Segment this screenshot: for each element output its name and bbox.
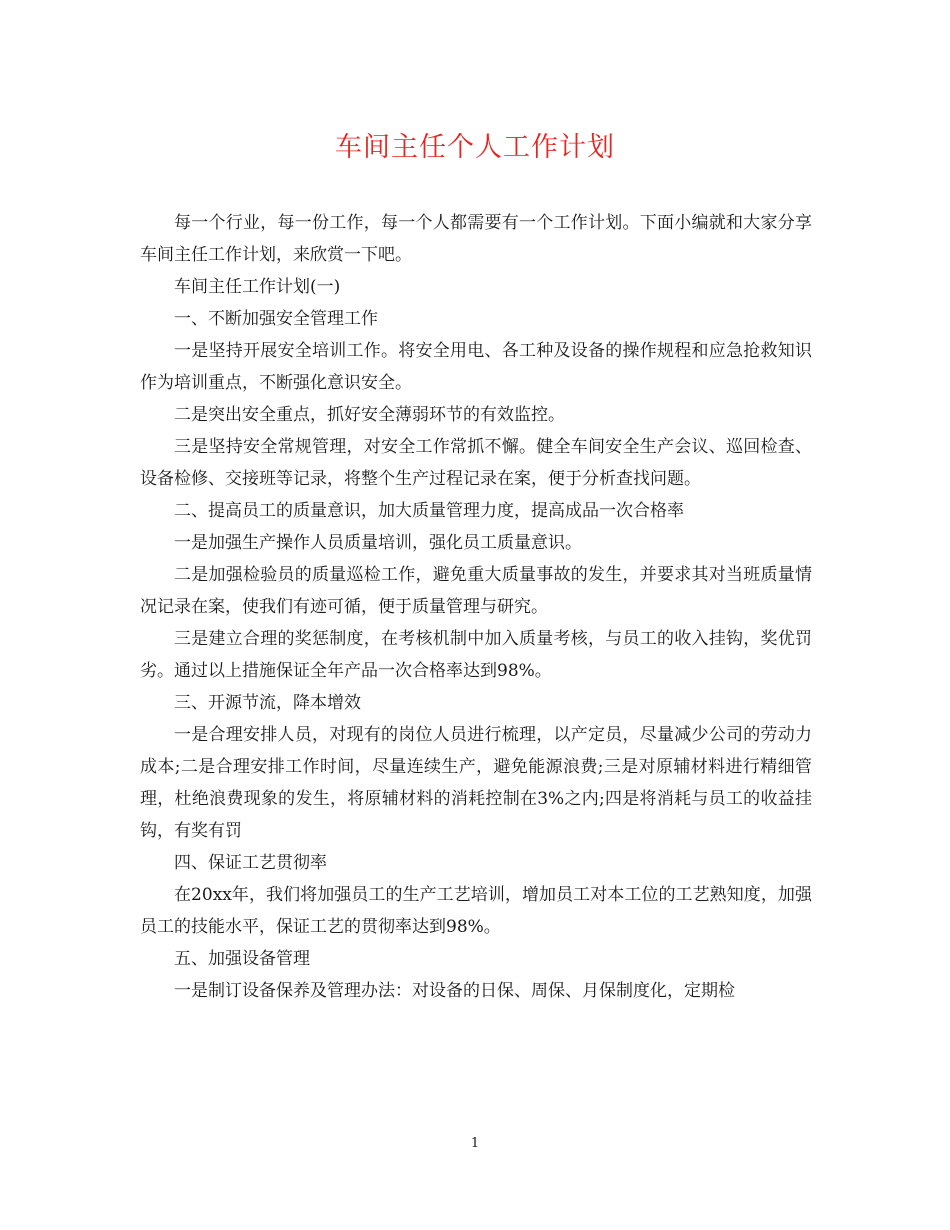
paragraph: 二是加强检验员的质量巡检工作，避免重大质量事故的发生，并要求其对当班质量情况记录在案，使我们有迹可循，便于质量管理与研究。 [140, 565, 812, 617]
paragraph: 一是坚持开展安全培训工作。将安全用电、各工种及设备的操作规程和应急抢救知识作为培训重点，不断强化意识安全。 [140, 341, 812, 393]
paragraph-plan-heading: 车间主任工作计划(一) [174, 277, 341, 297]
paragraph: 三是建立合理的奖惩制度，在考核机制中加入质量考核，与员工的收入挂钩，奖优罚劣。通过以上措施保证全年产品一次合格率达到98%。 [140, 629, 812, 681]
paragraph: 二是突出安全重点，抓好安全薄弱环节的有效监控。 [174, 405, 565, 425]
paragraph: 三是坚持安全常规管理，对安全工作常抓不懈。健全车间安全生产会议、巡回检查、设备检修、交接班等记录，将整个生产过程记录在案，便于分析查找问题。 [140, 437, 812, 489]
section-heading-1: 一、不断加强安全管理工作 [174, 309, 378, 329]
page-number: 1 [470, 1136, 480, 1151]
paragraph: 一是制订设备保养及管理办法：对设备的日保、周保、月保制度化，定期检 [174, 981, 735, 1001]
document-title: 车间主任个人工作计划 [335, 132, 615, 163]
paragraph: 一是合理安排人员，对现有的岗位人员进行梳理，以产定员，尽量减少公司的劳动力成本;二是合理安排工作时间，尽量连续生产，避免能源浪费;三是对原辅材料进行精细管理，杜绝浪费现象的发生，将原辅材料的消耗控制在3%之内;四是将消耗与员工的收益挂钩，有奖有罚 [140, 725, 812, 841]
section-heading-4: 四、保证工艺贯彻率 [174, 853, 327, 873]
section-heading-5: 五、加强设备管理 [174, 949, 310, 969]
section-heading-2: 二、提高员工的质量意识，加大质量管理力度，提高成品一次合格率 [174, 501, 684, 521]
paragraph-intro: 每一个行业，每一份工作，每一个人都需要有一个工作计划。下面小编就和大家分享车间主任工作计划，来欣赏一下吧。 [140, 213, 812, 265]
document-body [140, 207, 812, 1007]
paragraph: 在20xx年，我们将加强员工的生产工艺培训，增加员工对本工位的工艺熟知度，加强员工的技能水平，保证工艺的贯彻率达到98%。 [140, 885, 812, 937]
paragraph: 一是加强生产操作人员质量培训，强化员工质量意识。 [174, 533, 582, 553]
section-heading-3: 三、开源节流，降本增效 [174, 693, 361, 713]
